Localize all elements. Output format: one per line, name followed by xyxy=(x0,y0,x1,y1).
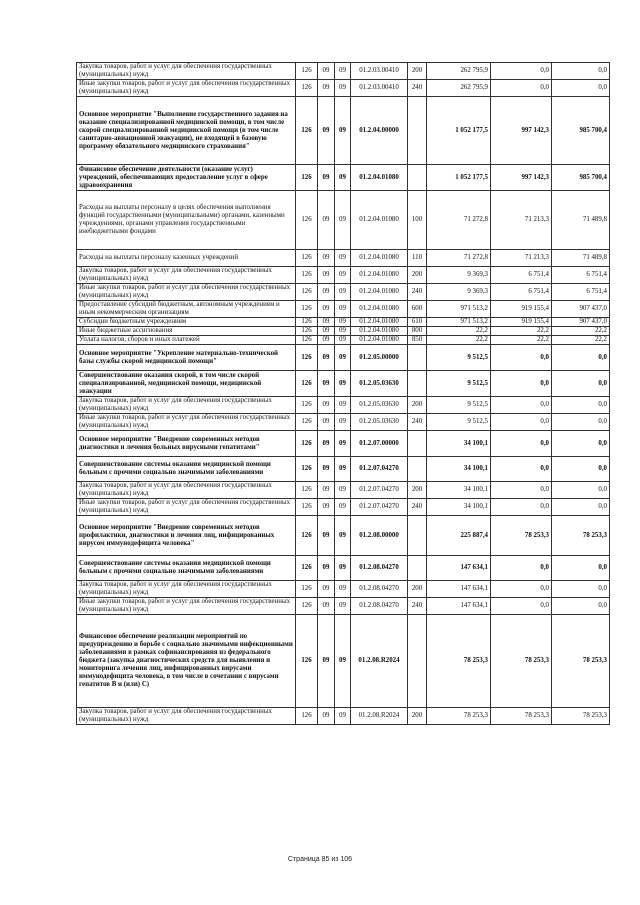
row-name: Иные закупки товаров, работ и услуг для обеспечения государственных (муниципальных) нужд xyxy=(77,80,296,97)
row-subsection: 09 xyxy=(335,482,351,499)
row-name: Основное мероприятие "Внедрение современных методов профилактики, диагностики и лечения лиц, инфицированных вирусом иммунодефицита человека" xyxy=(77,516,296,556)
row-name: Субсидии бюджетным учреждениям xyxy=(77,318,296,327)
table-row xyxy=(77,301,610,318)
row-amount-2: 0,0 xyxy=(491,556,552,581)
row-section: 09 xyxy=(318,284,335,301)
row-subsection: 09 xyxy=(335,191,351,250)
row-section: 09 xyxy=(318,615,335,708)
row-ved: 126 xyxy=(296,318,318,327)
row-section: 09 xyxy=(318,556,335,581)
row-expense-type xyxy=(408,97,427,165)
row-name: Иные закупки товаров, работ и услуг для обеспечения государственных (муниципальных) нужд xyxy=(77,414,296,431)
row-target-article: 01.2.04.01080 xyxy=(351,284,408,301)
row-name: Расходы на выплаты персоналу в целях обеспечения выполнения функций государственными (муниципальными) органами, казенными учреждениями, органами управления государственными внебюджетными фондами xyxy=(77,191,296,250)
row-amount-2: 78 253,3 xyxy=(491,615,552,708)
row-subsection: 09 xyxy=(335,97,351,165)
row-amount-3: 0,0 xyxy=(552,598,610,615)
row-ved: 126 xyxy=(296,97,318,165)
row-name: Основное мероприятие "Внедрение современных методов диагностики и лечения больных вирусными гепатитами" xyxy=(77,431,296,457)
row-amount-1: 9 512,5 xyxy=(427,414,491,431)
row-target-article: 01.2.04.01080 xyxy=(351,318,408,327)
row-amount-2: 22,2 xyxy=(491,336,552,345)
row-amount-2: 71 213,3 xyxy=(491,191,552,250)
row-name: Финансовое обеспечение реализации мероприятий по предупреждению и борьбе с социально значимыми инфекционными заболеваниями в рамках софинансирования из федерального бюджета (закупка диагностических средств для выявления и мониторинга лечения лиц, инфицированных вирусами иммунодефицита человека, в том числе в сочетании с вирусами гепатитов В и (или) С) xyxy=(77,615,296,708)
table-row xyxy=(77,397,610,414)
row-expense-type: 240 xyxy=(408,80,427,97)
row-amount-1: 34 100,1 xyxy=(427,431,491,457)
row-amount-3: 78 253,3 xyxy=(552,516,610,556)
row-target-article: 01.2.07.04270 xyxy=(351,457,408,482)
row-ved: 126 xyxy=(296,516,318,556)
row-amount-1: 78 253,3 xyxy=(427,708,491,725)
row-section: 09 xyxy=(318,499,335,516)
row-section: 09 xyxy=(318,318,335,327)
row-section: 09 xyxy=(318,397,335,414)
table-row xyxy=(77,457,610,482)
row-expense-type xyxy=(408,165,427,191)
table-row xyxy=(77,267,610,284)
row-target-article: 01.2.04.01080 xyxy=(351,301,408,318)
row-expense-type xyxy=(408,371,427,397)
row-subsection: 09 xyxy=(335,345,351,371)
row-amount-3: 22,2 xyxy=(552,336,610,345)
row-section: 09 xyxy=(318,598,335,615)
row-target-article: 01.2.04.01080 xyxy=(351,267,408,284)
row-section: 09 xyxy=(318,414,335,431)
row-name: Предоставление субсидий бюджетным, автономным учреждениям и иным некоммерческим организациям xyxy=(77,301,296,318)
row-expense-type: 200 xyxy=(408,63,427,80)
row-ved: 126 xyxy=(296,63,318,80)
table-row xyxy=(77,708,610,725)
table-row xyxy=(77,284,610,301)
row-subsection: 09 xyxy=(335,615,351,708)
row-name: Закупка товаров, работ и услуг для обеспечения государственных (муниципальных) нужд xyxy=(77,267,296,284)
row-ved: 126 xyxy=(296,284,318,301)
row-subsection: 09 xyxy=(335,284,351,301)
row-name: Закупка товаров, работ и услуг для обеспечения государственных (муниципальных) нужд xyxy=(77,63,296,80)
row-ved: 126 xyxy=(296,80,318,97)
row-ved: 126 xyxy=(296,598,318,615)
row-subsection: 09 xyxy=(335,318,351,327)
row-expense-type: 200 xyxy=(408,267,427,284)
row-subsection: 09 xyxy=(335,327,351,336)
row-expense-type: 200 xyxy=(408,581,427,598)
row-amount-3: 0,0 xyxy=(552,499,610,516)
table-row xyxy=(77,318,610,327)
row-subsection: 09 xyxy=(335,708,351,725)
row-amount-3: 0,0 xyxy=(552,63,610,80)
row-ved: 126 xyxy=(296,414,318,431)
row-subsection: 09 xyxy=(335,250,351,267)
row-section: 09 xyxy=(318,165,335,191)
row-amount-1: 34 100,1 xyxy=(427,482,491,499)
row-ved: 126 xyxy=(296,327,318,336)
row-amount-2: 919 155,4 xyxy=(491,301,552,318)
row-name: Иные бюджетные ассигнования xyxy=(77,327,296,336)
row-subsection: 09 xyxy=(335,516,351,556)
row-ved: 126 xyxy=(296,371,318,397)
row-amount-3: 22,2 xyxy=(552,327,610,336)
row-section: 09 xyxy=(318,482,335,499)
row-subsection: 09 xyxy=(335,165,351,191)
row-amount-2: 6 751,4 xyxy=(491,284,552,301)
table-row xyxy=(77,165,610,191)
row-subsection: 09 xyxy=(335,499,351,516)
row-amount-1: 71 272,8 xyxy=(427,191,491,250)
row-amount-3: 6 751,4 xyxy=(552,284,610,301)
table-row xyxy=(77,345,610,371)
row-amount-2: 78 253,3 xyxy=(491,516,552,556)
row-target-article: 01.2.08.00000 xyxy=(351,516,408,556)
row-expense-type: 100 xyxy=(408,191,427,250)
row-ved: 126 xyxy=(296,397,318,414)
row-amount-2: 22,2 xyxy=(491,327,552,336)
row-target-article: 01.2.07.04270 xyxy=(351,482,408,499)
row-amount-1: 34 100,1 xyxy=(427,457,491,482)
row-amount-3: 0,0 xyxy=(552,371,610,397)
row-amount-2: 0,0 xyxy=(491,482,552,499)
row-amount-2: 997 142,3 xyxy=(491,165,552,191)
row-section: 09 xyxy=(318,457,335,482)
row-amount-2: 919 155,4 xyxy=(491,318,552,327)
row-amount-2: 0,0 xyxy=(491,371,552,397)
row-amount-3: 78 253,3 xyxy=(552,615,610,708)
row-expense-type: 240 xyxy=(408,284,427,301)
row-section: 09 xyxy=(318,336,335,345)
row-expense-type: 240 xyxy=(408,414,427,431)
row-amount-2: 0,0 xyxy=(491,499,552,516)
table-row xyxy=(77,482,610,499)
row-section: 09 xyxy=(318,301,335,318)
table-row xyxy=(77,414,610,431)
row-expense-type: 200 xyxy=(408,482,427,499)
table-row xyxy=(77,431,610,457)
row-target-article: 01.2.05.03630 xyxy=(351,414,408,431)
row-target-article: 01.2.04.01080 xyxy=(351,165,408,191)
row-expense-type: 240 xyxy=(408,598,427,615)
row-amount-3: 907 437,0 xyxy=(552,301,610,318)
row-ved: 126 xyxy=(296,708,318,725)
row-amount-1: 9 512,5 xyxy=(427,397,491,414)
table-row xyxy=(77,615,610,708)
row-amount-2: 0,0 xyxy=(491,397,552,414)
row-amount-1: 9 512,5 xyxy=(427,371,491,397)
row-section: 09 xyxy=(318,516,335,556)
row-amount-1: 9 512,5 xyxy=(427,345,491,371)
row-amount-3: 6 751,4 xyxy=(552,267,610,284)
row-expense-type: 600 xyxy=(408,301,427,318)
row-expense-type: 850 xyxy=(408,336,427,345)
table-row xyxy=(77,336,610,345)
row-target-article: 01.2.04.00000 xyxy=(351,97,408,165)
row-name: Закупка товаров, работ и услуг для обеспечения государственных (муниципальных) нужд xyxy=(77,482,296,499)
row-amount-2: 0,0 xyxy=(491,345,552,371)
row-name: Совершенствование системы оказания медицинской помощи больным с прочими социально значимыми заболеваниями xyxy=(77,556,296,581)
row-amount-1: 34 100,1 xyxy=(427,499,491,516)
row-section: 09 xyxy=(318,371,335,397)
row-name: Основное мероприятие "Укрепление материально-технической базы службы скорой медицинской помощи" xyxy=(77,345,296,371)
row-ved: 126 xyxy=(296,615,318,708)
row-name: Уплата налогов, сборов и иных платежей xyxy=(77,336,296,345)
row-name: Совершенствование системы оказания медицинской помощи больным с прочими социально значимыми заболеваниями xyxy=(77,457,296,482)
row-subsection: 09 xyxy=(335,301,351,318)
row-expense-type xyxy=(408,431,427,457)
row-amount-2: 0,0 xyxy=(491,457,552,482)
row-expense-type: 240 xyxy=(408,499,427,516)
row-amount-1: 78 253,3 xyxy=(427,615,491,708)
row-ved: 126 xyxy=(296,301,318,318)
row-target-article: 01.2.07.00000 xyxy=(351,431,408,457)
row-amount-3: 0,0 xyxy=(552,397,610,414)
row-name: Расходы на выплаты персоналу казенных учреждений xyxy=(77,250,296,267)
row-target-article: 01.2.08.R2024 xyxy=(351,708,408,725)
row-amount-3: 985 700,4 xyxy=(552,97,610,165)
row-ved: 126 xyxy=(296,336,318,345)
row-amount-1: 71 272,8 xyxy=(427,250,491,267)
row-target-article: 01.2.03.00410 xyxy=(351,80,408,97)
row-expense-type: 610 xyxy=(408,318,427,327)
row-ved: 126 xyxy=(296,191,318,250)
row-amount-3: 985 700,4 xyxy=(552,165,610,191)
row-amount-1: 9 369,3 xyxy=(427,267,491,284)
row-expense-type xyxy=(408,516,427,556)
row-amount-1: 9 369,3 xyxy=(427,284,491,301)
row-ved: 126 xyxy=(296,581,318,598)
row-target-article: 01.2.05.00000 xyxy=(351,345,408,371)
row-amount-3: 0,0 xyxy=(552,431,610,457)
row-subsection: 09 xyxy=(335,371,351,397)
row-name: Закупка товаров, работ и услуг для обеспечения государственных (муниципальных) нужд xyxy=(77,397,296,414)
row-subsection: 09 xyxy=(335,431,351,457)
table-row xyxy=(77,80,610,97)
table-row xyxy=(77,499,610,516)
row-amount-1: 262 795,9 xyxy=(427,63,491,80)
row-amount-3: 0,0 xyxy=(552,414,610,431)
row-target-article: 01.2.05.03630 xyxy=(351,371,408,397)
row-amount-3: 71 489,8 xyxy=(552,191,610,250)
table-row xyxy=(77,598,610,615)
row-name: Иные закупки товаров, работ и услуг для обеспечения государственных (муниципальных) нужд xyxy=(77,284,296,301)
row-target-article: 01.2.05.03630 xyxy=(351,397,408,414)
row-subsection: 09 xyxy=(335,63,351,80)
row-amount-1: 147 634,1 xyxy=(427,556,491,581)
row-section: 09 xyxy=(318,267,335,284)
row-expense-type: 200 xyxy=(408,397,427,414)
row-amount-3: 0,0 xyxy=(552,80,610,97)
row-name: Закупка товаров, работ и услуг для обеспечения государственных (муниципальных) нужд xyxy=(77,708,296,725)
row-target-article: 01.2.03.00410 xyxy=(351,63,408,80)
table-row xyxy=(77,191,610,250)
row-amount-2: 0,0 xyxy=(491,431,552,457)
row-subsection: 09 xyxy=(335,556,351,581)
row-section: 09 xyxy=(318,345,335,371)
row-amount-1: 971 513,2 xyxy=(427,301,491,318)
row-section: 09 xyxy=(318,327,335,336)
row-subsection: 09 xyxy=(335,581,351,598)
row-section: 09 xyxy=(318,63,335,80)
row-expense-type: 800 xyxy=(408,327,427,336)
table-row xyxy=(77,556,610,581)
row-section: 09 xyxy=(318,80,335,97)
row-ved: 126 xyxy=(296,457,318,482)
row-ved: 126 xyxy=(296,499,318,516)
row-name: Иные закупки товаров, работ и услуг для обеспечения государственных (муниципальных) нужд xyxy=(77,598,296,615)
row-amount-2: 997 142,3 xyxy=(491,97,552,165)
row-ved: 126 xyxy=(296,250,318,267)
row-amount-3: 907 437,0 xyxy=(552,318,610,327)
row-ved: 126 xyxy=(296,165,318,191)
row-target-article: 01.2.04.01080 xyxy=(351,336,408,345)
row-expense-type xyxy=(408,345,427,371)
row-subsection: 09 xyxy=(335,457,351,482)
row-amount-2: 6 751,4 xyxy=(491,267,552,284)
table-row xyxy=(77,371,610,397)
row-name: Финансовое обеспечение деятельности (оказание услуг) учреждений, обеспечивающих предоставление услуг в сфере здравоохранения xyxy=(77,165,296,191)
table-row xyxy=(77,581,610,598)
row-amount-1: 147 634,1 xyxy=(427,581,491,598)
row-ved: 126 xyxy=(296,482,318,499)
row-amount-3: 71 489,8 xyxy=(552,250,610,267)
row-amount-3: 78 253,3 xyxy=(552,708,610,725)
budget-table-body xyxy=(77,63,610,725)
row-name: Совершенствование оказания скорой, в том числе скорой специализированной, медицинской помощи, медицинской эвакуации xyxy=(77,371,296,397)
row-amount-2: 0,0 xyxy=(491,63,552,80)
row-section: 09 xyxy=(318,581,335,598)
row-amount-2: 0,0 xyxy=(491,581,552,598)
row-section: 09 xyxy=(318,191,335,250)
row-target-article: 01.2.08.04270 xyxy=(351,556,408,581)
row-expense-type xyxy=(408,556,427,581)
row-target-article: 01.2.08.04270 xyxy=(351,581,408,598)
row-subsection: 09 xyxy=(335,414,351,431)
row-name: Иные закупки товаров, работ и услуг для обеспечения государственных (муниципальных) нужд xyxy=(77,499,296,516)
row-subsection: 09 xyxy=(335,598,351,615)
row-name: Основное мероприятие "Выполнение государственного задания на оказание специализированной медицинской помощи, в том числе скорой специализированной медицинской помощи (в том числе санитарно-авиационной эвакуации), не входящей в базовую программу обязательного медицинского страхования" xyxy=(77,97,296,165)
table-row xyxy=(77,327,610,336)
row-expense-type: 200 xyxy=(408,708,427,725)
row-ved: 126 xyxy=(296,345,318,371)
row-amount-1: 1 052 177,5 xyxy=(427,97,491,165)
row-target-article: 01.2.07.04270 xyxy=(351,499,408,516)
page-footer: Страница 85 из 106 xyxy=(287,856,353,863)
row-section: 09 xyxy=(318,97,335,165)
budget-table xyxy=(76,62,610,725)
row-name: Закупка товаров, работ и услуг для обеспечения государственных (муниципальных) нужд xyxy=(77,581,296,598)
row-amount-1: 22,2 xyxy=(427,327,491,336)
row-amount-1: 1 052 177,5 xyxy=(427,165,491,191)
row-section: 09 xyxy=(318,431,335,457)
row-amount-1: 971 513,2 xyxy=(427,318,491,327)
row-subsection: 09 xyxy=(335,267,351,284)
row-target-article: 01.2.04.01080 xyxy=(351,191,408,250)
row-expense-type: 110 xyxy=(408,250,427,267)
row-target-article: 01.2.08.04270 xyxy=(351,598,408,615)
row-subsection: 09 xyxy=(335,397,351,414)
row-ved: 126 xyxy=(296,431,318,457)
row-amount-3: 0,0 xyxy=(552,457,610,482)
row-amount-3: 0,0 xyxy=(552,482,610,499)
row-subsection: 09 xyxy=(335,336,351,345)
row-amount-1: 225 887,4 xyxy=(427,516,491,556)
table-row xyxy=(77,97,610,165)
table-row xyxy=(77,63,610,80)
row-amount-3: 0,0 xyxy=(552,581,610,598)
row-target-article: 01.2.04.01080 xyxy=(351,250,408,267)
row-amount-2: 0,0 xyxy=(491,414,552,431)
row-ved: 126 xyxy=(296,556,318,581)
row-amount-2: 78 253,3 xyxy=(491,708,552,725)
row-subsection: 09 xyxy=(335,80,351,97)
row-amount-1: 22,2 xyxy=(427,336,491,345)
row-amount-2: 0,0 xyxy=(491,80,552,97)
row-amount-2: 71 213,3 xyxy=(491,250,552,267)
row-amount-1: 262 795,9 xyxy=(427,80,491,97)
row-expense-type xyxy=(408,457,427,482)
row-amount-3: 0,0 xyxy=(552,345,610,371)
row-section: 09 xyxy=(318,250,335,267)
row-target-article: 01.2.04.01080 xyxy=(351,327,408,336)
row-ved: 126 xyxy=(296,267,318,284)
row-amount-1: 147 634,1 xyxy=(427,598,491,615)
table-row xyxy=(77,516,610,556)
row-amount-3: 0,0 xyxy=(552,556,610,581)
row-target-article: 01.2.08.R2024 xyxy=(351,615,408,708)
row-amount-2: 0,0 xyxy=(491,598,552,615)
table-row xyxy=(77,250,610,267)
row-section: 09 xyxy=(318,708,335,725)
row-expense-type xyxy=(408,615,427,708)
